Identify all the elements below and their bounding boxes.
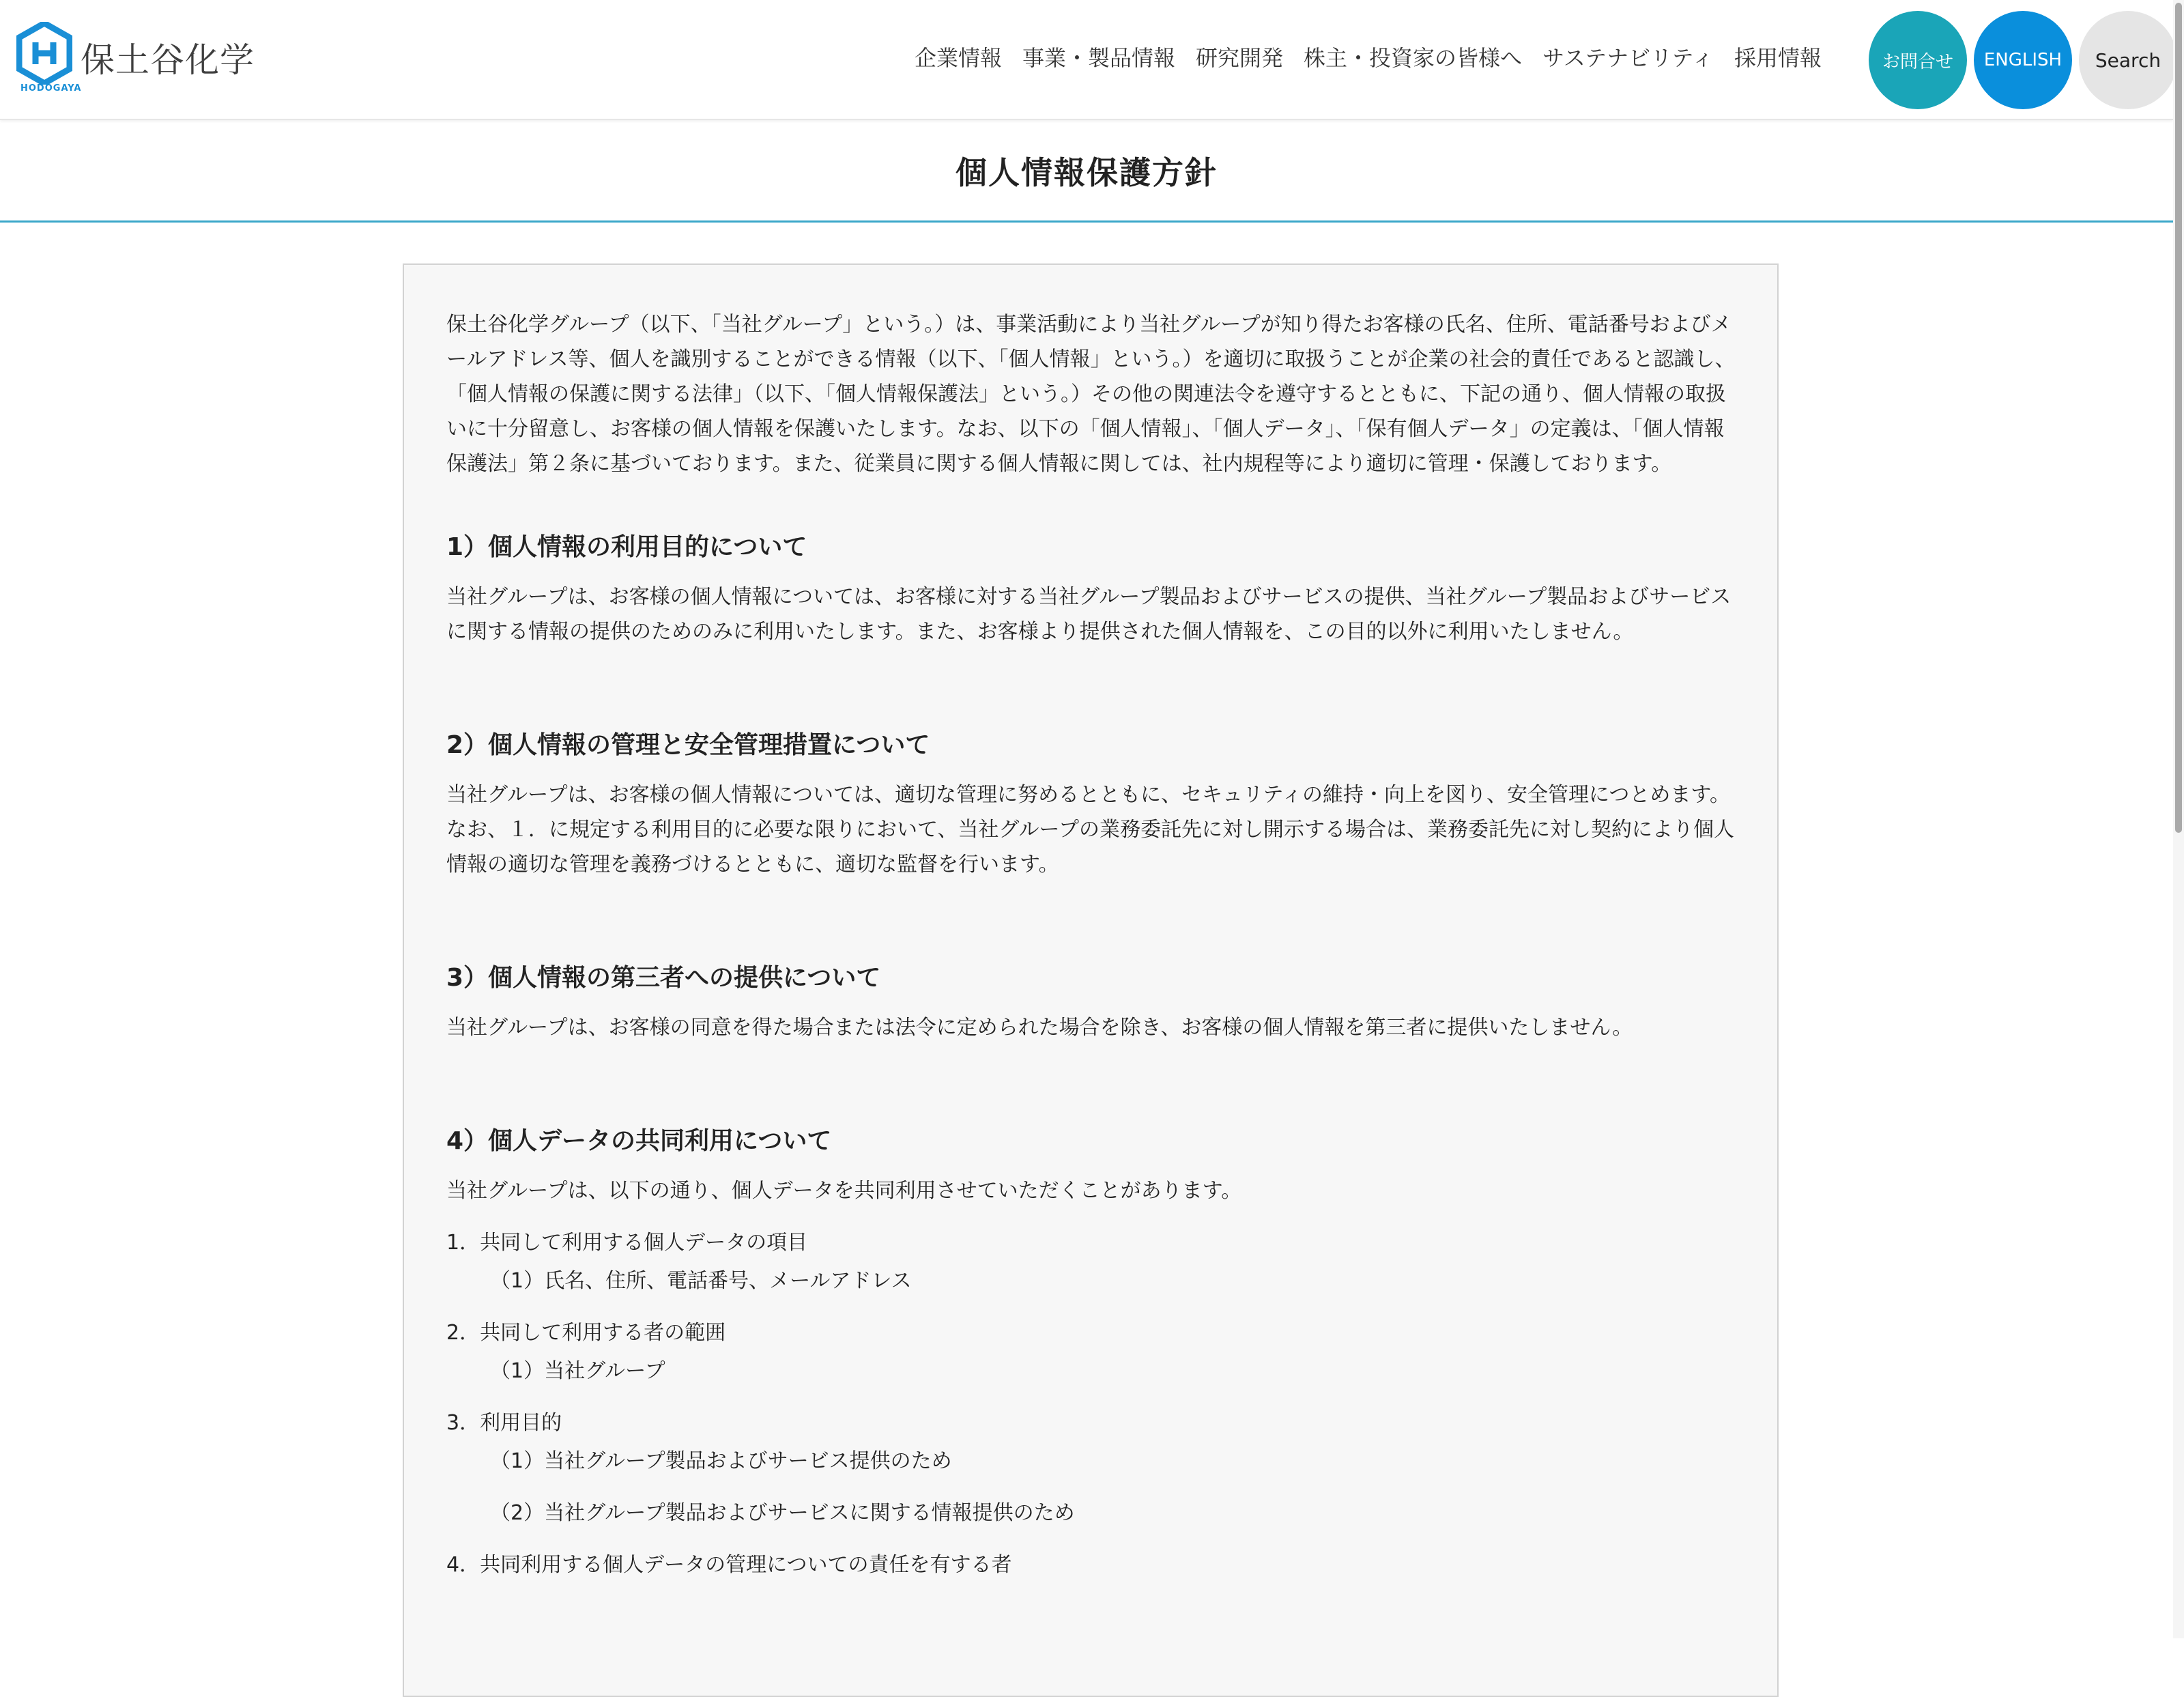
list-sub-item: （1）氏名、住所、電話番号、メールアドレス xyxy=(490,1269,912,1293)
section-body: 当社グループは、お客様の個人情報については、適切な管理に努めるとともに、セキュリティの維持・向上を図り、安全管理につとめます。なお、１．に規定する利用目的に必要な限りにおいて、当社グループの業務委託先に対し開示する場合は、業務委託先に対し契約により個人情報の適切な管理を義務づけるとともに、適切な監督を行います。 xyxy=(446,783,1734,876)
intro-paragraph: 保土谷化学グループ（以下、「当社グループ」という。）は、事業活動により当社グループが知り得たお客様の氏名、住所、電話番号およびメールアドレス等、個人を識別することができる情報（以下、「個人情報」という。）を適切に取扱うことが企業の社会的責任であると認識し、「個人情報の保護に関する法律」（以下、「個人情報保護法」という。）その他の関連法令を遵守するとともに、下記の通り、個人情報の取扱いに十分留意し、お客様の個人情報を保護いたします。なお、以下の「個人情報」、「個人データ」、「保有個人データ」の定義は、「個人情報保護法」第２条に基づいております。また、従業員に関する個人情報に関しては、社内規程等により適切に管理・保護しております。 xyxy=(446,313,1736,476)
section-heading: 1）個人情報の利用目的について xyxy=(446,533,807,561)
page-scrollbar[interactable] xyxy=(2173,0,2184,1638)
section-heading: 4）個人データの共同利用について xyxy=(446,1127,832,1155)
english-button[interactable]: ENGLISH xyxy=(1974,11,2072,109)
section-heading: 2）個人情報の管理と安全管理措置について xyxy=(446,731,930,759)
list-item: 2．共同して利用する者の範囲 xyxy=(446,1321,726,1345)
list-sub-item: （2）当社グループ製品およびサービスに関する情報提供のため xyxy=(490,1501,1075,1525)
nav-item-products[interactable]: 事業・製品情報 xyxy=(1022,45,1176,71)
list-sub-item: （1）当社グループ xyxy=(490,1359,665,1383)
logo-text: 保土谷化学 xyxy=(81,40,255,80)
policy-content xyxy=(446,307,1743,1582)
section-body: 当社グループは、お客様の個人情報については、お客様に対する当社グループ製品およびサービスの提供、当社グループ製品およびサービスに関する情報の提供のためのみに利用いたします。また、お客様より提供された個人情報を、この目的以外に利用いたしません。 xyxy=(446,585,1732,644)
site-header xyxy=(0,0,2173,120)
list-item: 4．共同利用する個人データの管理についての責任を有する者 xyxy=(446,1553,1012,1577)
nav-item-investors[interactable]: 株主・投資家の皆様へ xyxy=(1304,45,1523,71)
section-1 xyxy=(446,530,1743,649)
nav-item-corporate[interactable]: 企業情報 xyxy=(915,45,1003,71)
contact-button[interactable]: お問合せ xyxy=(1869,11,1967,109)
nav-item-sustainability[interactable]: サステナビリティ xyxy=(1542,45,1714,71)
page-title: 個人情報保護方針 xyxy=(956,154,1218,191)
search-button[interactable]: Search xyxy=(2079,11,2177,109)
list-item: 1．共同して利用する個人データの項目 xyxy=(446,1231,808,1255)
list-sub-item: （1）当社グループ製品およびサービス提供のため xyxy=(490,1449,952,1473)
policy-panel xyxy=(403,263,1779,1697)
nav-item-research[interactable]: 研究開発 xyxy=(1196,45,1284,71)
section-4 xyxy=(446,1124,1743,1582)
section-3 xyxy=(446,961,1743,1045)
section-body: 当社グループは、以下の通り、個人データを共同利用させていただくことがあります。 xyxy=(446,1179,1242,1203)
main-nav xyxy=(915,41,1822,72)
section-body: 当社グループは、お客様の同意を得た場合または法令に定められた場合を除き、お客様の個人情報を第三者に提供いたしません。 xyxy=(446,1016,1633,1040)
site-logo[interactable] xyxy=(16,18,255,100)
title-divider xyxy=(0,220,2173,223)
section-heading: 3）個人情報の第三者への提供について xyxy=(446,964,881,992)
logo-subtext: HODOGAYA xyxy=(20,83,82,94)
section-2 xyxy=(446,728,1743,882)
hodogaya-logo-icon xyxy=(16,22,72,85)
list-item: 3．利用目的 xyxy=(446,1411,562,1435)
nav-item-recruit[interactable]: 採用情報 xyxy=(1734,45,1822,71)
scrollbar-thumb[interactable] xyxy=(2175,3,2182,833)
